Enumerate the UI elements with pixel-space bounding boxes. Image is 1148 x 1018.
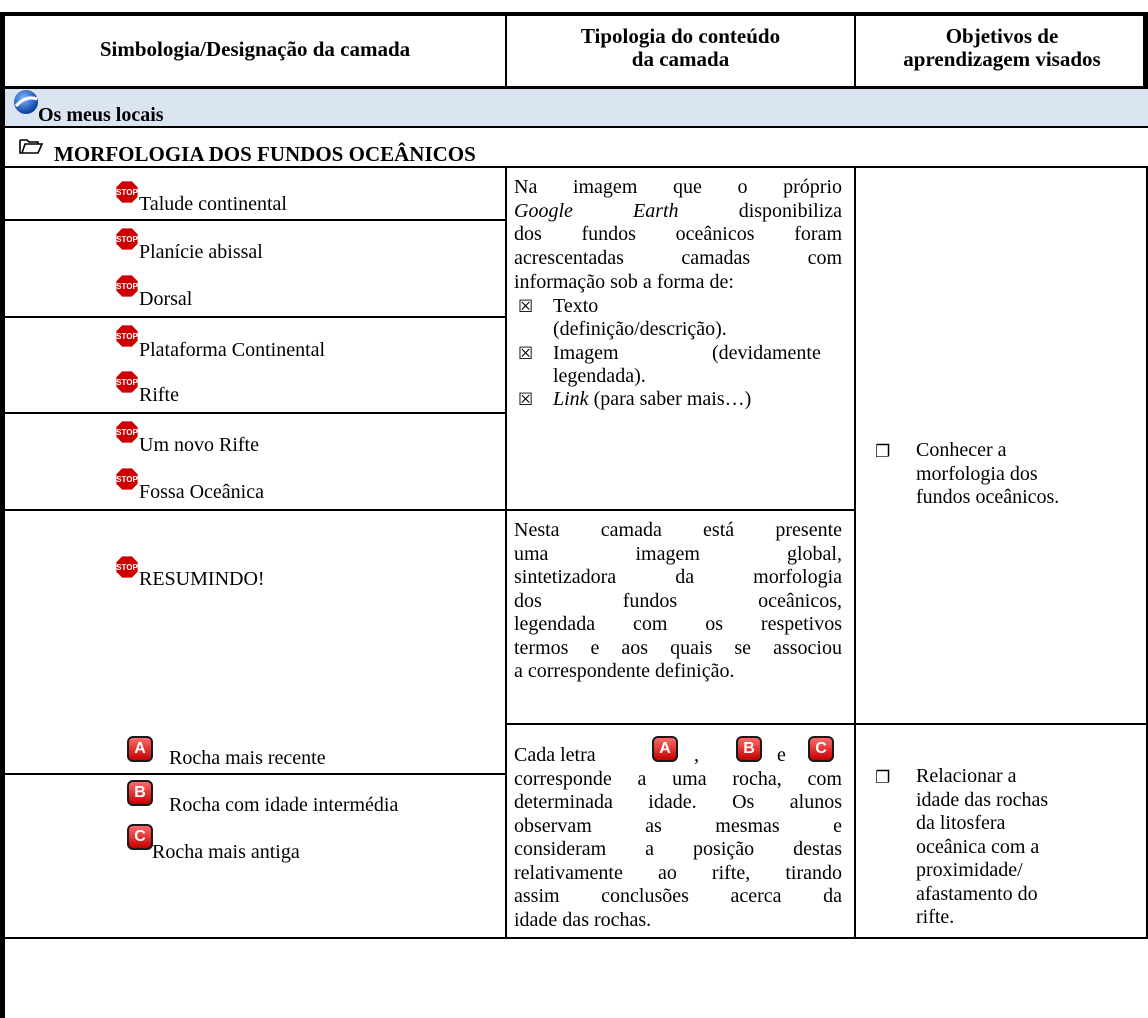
folder-title[interactable]: MORFOLOGIA DOS FUNDOS OCEÂNICOS [54,142,476,166]
checkbox-icon: ❐ [875,442,891,462]
svg-text:STOP: STOP [116,235,138,244]
svg-text:STOP: STOP [116,282,138,291]
content3-line: determinada idade. Os alunos [514,791,842,813]
stop-sign-icon [115,555,139,579]
row-sep-4 [5,509,505,511]
stop-sign-icon [115,180,139,204]
svg-text:STOP: STOP [116,188,138,197]
content3-line: relativamente ao rifte, tirando [514,862,842,884]
content1-bullet: Texto [553,295,599,317]
table-top-border [0,12,1148,16]
objective-line: fundos oceânicos. [916,486,1060,508]
stop-sign-icon [115,227,139,251]
content1-bullet: legendada). [553,365,646,387]
layer-label[interactable]: Plataforma Continental [139,339,326,361]
content2-line: uma imagem global, [514,543,842,565]
objective-line: idade das rochas [916,789,1049,811]
svg-text:STOP: STOP [116,378,138,387]
letter-marker-icon: A [127,736,153,762]
header-col1: Simbologia/Designação da camada [99,37,411,61]
table-left-border [0,12,5,1018]
content1-bullet: (devidamente [712,342,821,364]
content1-bullet [553,388,751,412]
content3-text: , [694,744,699,766]
objective-line: proximidade/ [916,859,1023,881]
svg-text:STOP: STOP [116,563,138,572]
layer-label[interactable]: Um novo Rifte [139,434,259,456]
header-col3 [856,25,1148,71]
content1-text: disponibiliza [738,200,843,222]
content1-bullet: (definição/descrição). [553,318,727,340]
content1-line [514,200,842,224]
stop-sign-icon [115,324,139,348]
layer-label[interactable]: Rifte [139,384,179,406]
objective-line: rifte. [916,906,955,928]
header-col2-line2: da camada [631,47,730,71]
row-sep-2 [5,316,505,318]
layer-label[interactable]: Rocha com idade intermédia [169,794,399,816]
layer-label[interactable]: Dorsal [139,288,193,310]
svg-text:STOP: STOP [116,332,138,341]
objective-line: oceânica com a [916,836,1040,858]
link-text: Link [553,388,589,410]
letter-marker-icon: B [736,736,762,762]
header-col2 [507,25,854,71]
my-places-divider [0,126,1148,128]
content3-text: e [777,744,786,766]
letter-marker-icon: A [652,736,678,762]
my-places-row-bg [5,89,1148,126]
svg-text:STOP: STOP [116,428,138,437]
stop-sign-icon [115,370,139,394]
content3-line: corresponde a uma rocha, com [514,768,842,790]
stop-sign-icon [115,420,139,444]
content2-line: sintetizadora da morfologia [514,566,842,588]
content1-line: informação sob a forma de: [514,271,734,293]
content1-line: dos fundos oceânicos foram [514,223,842,245]
objective-line: da litosfera [916,812,1006,834]
layer-label[interactable]: Rocha mais antiga [152,841,300,863]
content3-line: observam as mesmas e [514,815,842,837]
objective-line: afastamento do [916,883,1038,905]
body-col-divider-2 [854,166,856,937]
header-col2-line1: Tipologia do conteúdo [580,24,781,48]
objective-line: Conhecer a [916,439,1007,461]
letter-marker-icon: B [127,780,153,806]
content2-line: Nesta camada está presente [514,519,842,541]
header-col3-line1: Objetivos de [945,24,1059,48]
content3-text: Cada letra [514,744,596,766]
content2-line: a correspondente definição. [514,660,735,682]
content1-bullet: Imagem [553,342,619,364]
header-col3-line2: aprendizagem visados [903,47,1101,71]
layer-label[interactable]: Planície abissal [139,241,263,263]
row-sep-1 [5,219,505,221]
row-sep-5 [5,773,505,775]
content2-line: termos e aos quais se associou [514,637,842,659]
table-bottom [5,937,1148,939]
content2-line: dos fundos oceânicos, [514,590,842,612]
content1-line: Na imagem que o próprio [514,176,842,198]
checked-box-icon: ☒ [518,390,534,410]
content3-line: idade das rochas. [514,909,652,931]
google-earth-text: Google Earth [514,200,679,222]
stop-sign-icon [115,274,139,298]
google-earth-globe-icon [13,89,39,115]
layer-label[interactable]: RESUMINDO! [139,568,265,590]
checked-box-icon: ☒ [518,344,534,364]
content-sep-2 [505,723,1148,725]
checkbox-icon: ❐ [875,768,891,788]
letter-marker-icon: C [127,824,153,850]
layer-label[interactable]: Fossa Oceânica [139,481,264,503]
open-folder-icon [18,136,44,156]
folder-row-divider [5,166,1148,168]
objective-line: morfologia dos [916,463,1038,485]
row-sep-3 [5,412,505,414]
layer-label[interactable]: Rocha mais recente [169,747,326,769]
content-sep-1 [505,509,855,511]
layer-label[interactable]: Talude continental [139,193,287,215]
content3-line: consideram a posição destas [514,838,842,860]
objective-line: Relacionar a [916,765,1017,787]
svg-text:STOP: STOP [116,475,138,484]
checked-box-icon: ☒ [518,297,534,317]
content2-line: legendada com os respetivos [514,613,842,635]
content1-text: (para saber mais…) [593,388,752,410]
my-places-label[interactable]: Os meus locais [38,104,164,126]
body-col-divider-1 [505,166,507,937]
content3-line: assim conclusões acerca da [514,885,842,907]
content1-line: acrescentadas camadas com [514,247,842,269]
stop-sign-icon [115,467,139,491]
letter-marker-icon: C [808,736,834,762]
